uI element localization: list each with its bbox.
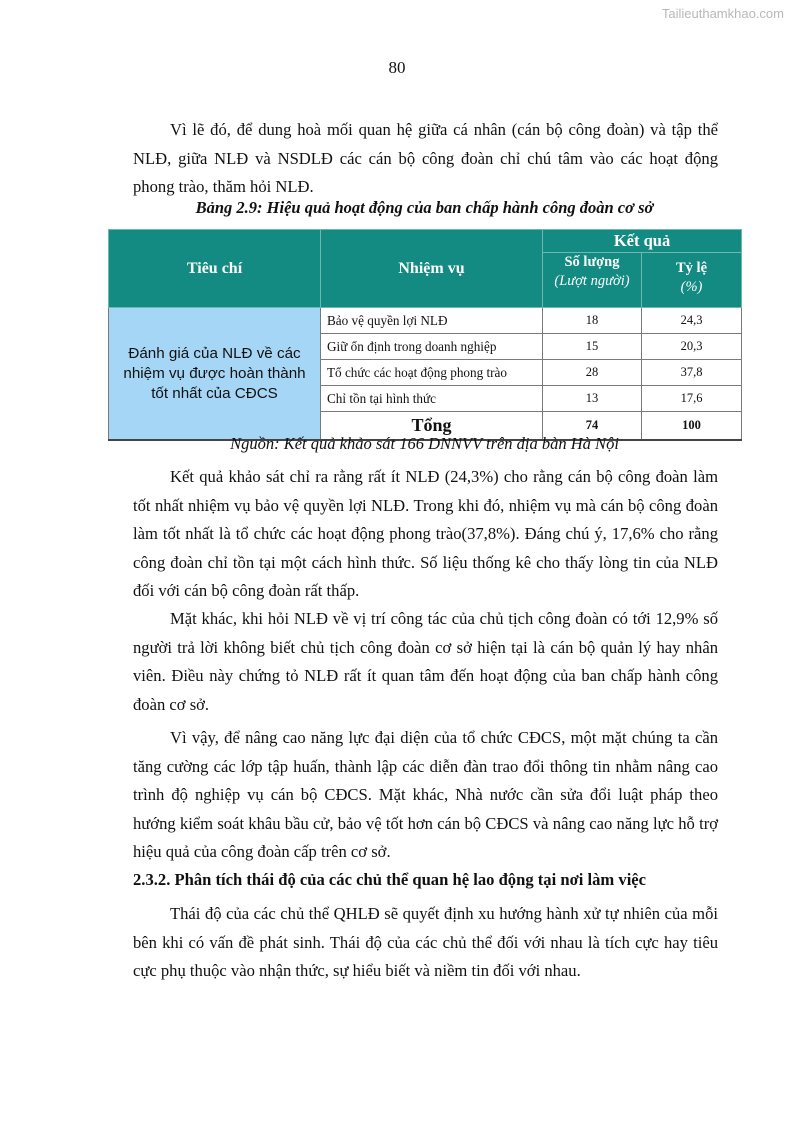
- header-ratio-unit: (%): [680, 279, 703, 295]
- section-heading: 2.3.2. Phân tích thái độ của các chủ thể quan hệ lao động tại nơi làm việc: [133, 870, 647, 889]
- intro-paragraph: Vì lẽ đó, để dung hoà mối quan hệ giữa cá nhân (cán bộ công đoàn) và tập thể NLĐ, giữa NLĐ và NSDLĐ các cán bộ công đoàn chỉ chú tâm vào các hoạt động phong trào, thăm hỏi NLĐ.: [133, 120, 718, 196]
- final-paragraph: Thái độ của các chủ thể QHLĐ sẽ quyết định xu hướng hành xử tự nhiên của mỗi bên khi có vấn đề phát sinh. Thái độ của các chủ thể đối với nhau là tích cực hay tiêu cực phụ thuộc vào nhận thức, sự hiểu biết và niềm tin đối với nhau.: [133, 904, 718, 980]
- task-cell: Giữ ổn định trong doanh nghiệp: [321, 334, 543, 360]
- body-paragraph: Mặt khác, khi hỏi NLĐ về vị trí công tác của chủ tịch công đoàn có tới 12,9% số người trả lời không biết chủ tịch công đoàn cơ sở hiện tại là cán bộ quản lý hay nhân viên. Điều này chứng tỏ NLĐ rất ít quan tâm đến hoạt động của ban chấp hành công đoàn cơ sở.: [133, 609, 718, 714]
- ratio-cell: 20,3: [642, 334, 742, 360]
- header-count-unit: (Lượt người): [554, 273, 630, 289]
- header-criteria: Tiêu chí: [109, 230, 321, 308]
- watermark: Tailieuthamkhao.com: [661, 6, 784, 21]
- table-caption: Bảng 2.9: Hiệu quả hoạt động của ban chấp hành công đoàn cơ sở: [195, 198, 654, 217]
- task-cell: Chỉ tồn tại hình thức: [321, 386, 543, 412]
- header-ratio: [642, 253, 742, 308]
- table-row: [109, 308, 742, 334]
- total-count: 74: [543, 412, 642, 441]
- count-cell: 18: [543, 308, 642, 334]
- effectiveness-table: [108, 229, 742, 441]
- ratio-cell: 24,3: [642, 308, 742, 334]
- page-number: 80: [388, 58, 406, 77]
- body-paragraph: Vì vậy, để nâng cao năng lực đại diện của tổ chức CĐCS, một mặt chúng ta cần tăng cường các lớp tập huấn, thành lập các diễn đàn trao đổi thông tin nhằm nâng cao trình độ nghiệp vụ cán bộ CĐCS. Mặt khác, Nhà nước cần sửa đổi luật pháp theo hướng kiểm soát khâu bầu cử, bảo vệ tốt hơn cán bộ CĐCS và nâng cao năng lực hỗ trợ hiệu quả của công đoàn cấp trên cơ sở.: [133, 728, 718, 861]
- criteria-cell: Đánh giá của NLĐ về các nhiệm vụ được hoàn thành tốt nhất của CĐCS: [109, 308, 321, 441]
- count-cell: 13: [543, 386, 642, 412]
- task-cell: Bảo vệ quyền lợi NLĐ: [321, 308, 543, 334]
- body-paragraph: Kết quả khảo sát chỉ ra rằng rất ít NLĐ (24,3%) cho rằng cán bộ công đoàn làm tốt nhất nhiệm vụ bảo vệ quyền lợi NLĐ. Trong khi đó, nhiệm vụ mà cán bộ công đoàn làm tốt nhất là tổ chức các hoạt động phong trào(37,8%). Đáng chú ý, 17,6% cho rằng công đoàn chỉ tồn tại một cách hình thức. Số liệu thống kê cho thấy lòng tin của NLĐ đối với cán bộ công đoàn rất thấp.: [133, 467, 718, 600]
- task-cell: Tổ chức các hoạt động phong trào: [321, 360, 543, 386]
- count-cell: 15: [543, 334, 642, 360]
- ratio-cell: 17,6: [642, 386, 742, 412]
- count-cell: 28: [543, 360, 642, 386]
- header-result: Kết quả: [543, 230, 742, 253]
- table-source: Nguồn: Kết quả khảo sát 166 DNNVV trên địa bàn Hà Nội: [230, 434, 619, 453]
- total-label: Tổng: [321, 412, 543, 441]
- header-task: Nhiệm vụ: [321, 230, 543, 308]
- ratio-cell: 37,8: [642, 360, 742, 386]
- header-ratio-label: Tỷ lệ: [676, 260, 708, 276]
- total-ratio: 100: [642, 412, 742, 441]
- header-count: [543, 253, 642, 308]
- header-count-label: Số lượng: [564, 254, 620, 270]
